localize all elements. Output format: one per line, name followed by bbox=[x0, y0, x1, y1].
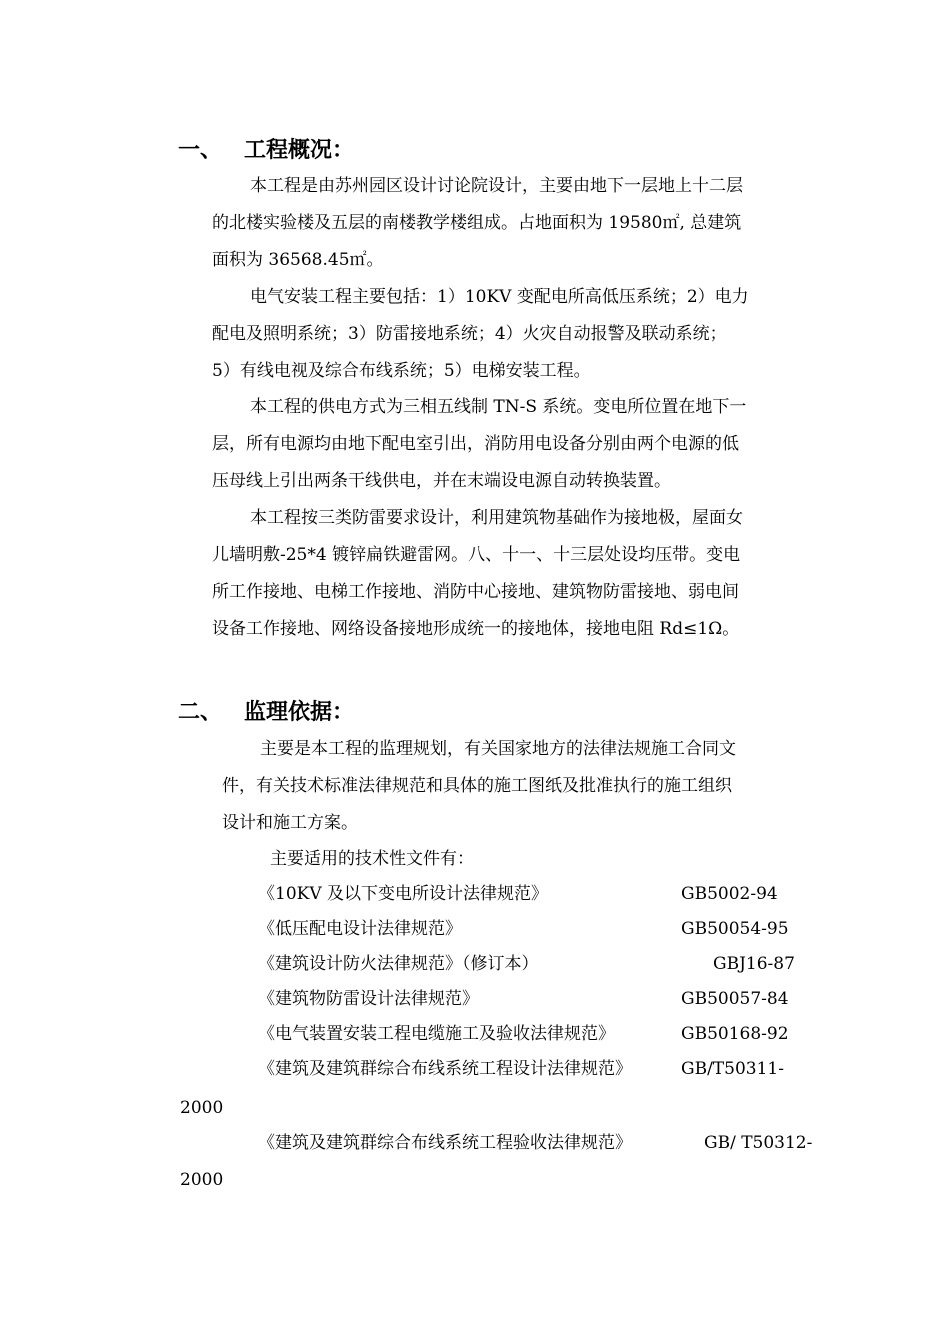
reference-code: GB/T50311- bbox=[681, 1059, 784, 1079]
reference-code: GB50054-95 bbox=[681, 919, 789, 939]
text-line: 本工程按三类防雷要求设计，利用建筑物基础作为接地极，屋面女 bbox=[250, 508, 743, 528]
text-line: 件，有关技术标准法律规范和具体的施工图纸及批准执行的施工组织 bbox=[222, 776, 732, 796]
text-line: 5）有线电视及综合布线系统；5）电梯安装工程。 bbox=[212, 361, 591, 381]
references-intro: 主要适用的技术性文件有： bbox=[270, 849, 474, 869]
text-line: 主要是本工程的监理规划，有关国家地方的法律法规施工合同文 bbox=[260, 739, 736, 759]
paragraph-electrical-scope bbox=[212, 279, 749, 390]
text-line: 面积为 36568.45㎡。 bbox=[212, 250, 384, 270]
text-line: 所工作接地、电梯工作接地、消防中心接地、建筑物防雷接地、弱电间 bbox=[212, 582, 739, 602]
reference-code-continued: 2000 bbox=[180, 1170, 224, 1190]
text-line: 设备工作接地、网络设备接地形成统一的接地体，接地电阻 Rd≤1Ω。 bbox=[212, 619, 740, 639]
text-line: 设计和施工方案。 bbox=[222, 813, 358, 833]
reference-name: 《建筑及建筑群综合布线系统工程设计法律规范》 bbox=[258, 1059, 632, 1079]
reference-name: 《低压配电设计法律规范》 bbox=[258, 919, 462, 939]
paragraph-overview bbox=[212, 168, 743, 279]
section-number: 一、 bbox=[178, 138, 223, 163]
text-line: 的北楼实验楼及五层的南楼教学楼组成。占地面积为 19580㎡, 总建筑 bbox=[212, 213, 742, 233]
paragraph-power-supply bbox=[212, 389, 746, 500]
reference-code: GBJ16-87 bbox=[713, 954, 795, 974]
paragraph-lightning-protection bbox=[212, 500, 743, 648]
reference-code: GB50168-92 bbox=[681, 1024, 789, 1044]
section-title: 监理依据： bbox=[244, 700, 355, 725]
text-line: 本工程的供电方式为三相五线制 TN-S 系统。变电所位置在地下一 bbox=[250, 397, 747, 417]
text-line: 儿墙明敷-25*4 镀锌扁铁避雷网。八、十一、十三层处设均压带。变电 bbox=[212, 545, 741, 565]
text-line: 本工程是由苏州园区设计讨论院设计，主要由地下一层地上十二层 bbox=[250, 176, 743, 196]
reference-name: 《10KV 及以下变电所设计法律规范》 bbox=[258, 884, 549, 904]
reference-code: GB/ T50312- bbox=[704, 1133, 813, 1153]
reference-code-continued: 2000 bbox=[180, 1098, 224, 1118]
section-title: 工程概况： bbox=[244, 138, 355, 163]
reference-name: 《建筑设计防火法律规范》（修订本） bbox=[258, 954, 539, 974]
paragraph-basis bbox=[222, 731, 736, 842]
reference-code: GB50057-84 bbox=[681, 989, 789, 1009]
text-line: 电气安装工程主要包括：1）10KV 变配电所高低压系统；2）电力 bbox=[250, 287, 749, 307]
section-number: 二、 bbox=[178, 700, 223, 725]
text-line: 压母线上引出两条干线供电，并在末端设电源自动转换装置。 bbox=[212, 471, 671, 491]
reference-name: 《电气装置安装工程电缆施工及验收法律规范》 bbox=[258, 1024, 615, 1044]
reference-name: 《建筑物防雷设计法律规范》 bbox=[258, 989, 479, 1009]
text-line: 配电及照明系统；3）防雷接地系统；4）火灾自动报警及联动系统； bbox=[212, 324, 727, 344]
reference-code: GB5002-94 bbox=[681, 884, 778, 904]
reference-name: 《建筑及建筑群综合布线系统工程验收法律规范》 bbox=[258, 1133, 632, 1153]
text-line: 层，所有电源均由地下配电室引出，消防用电设备分别由两个电源的低 bbox=[212, 434, 739, 454]
